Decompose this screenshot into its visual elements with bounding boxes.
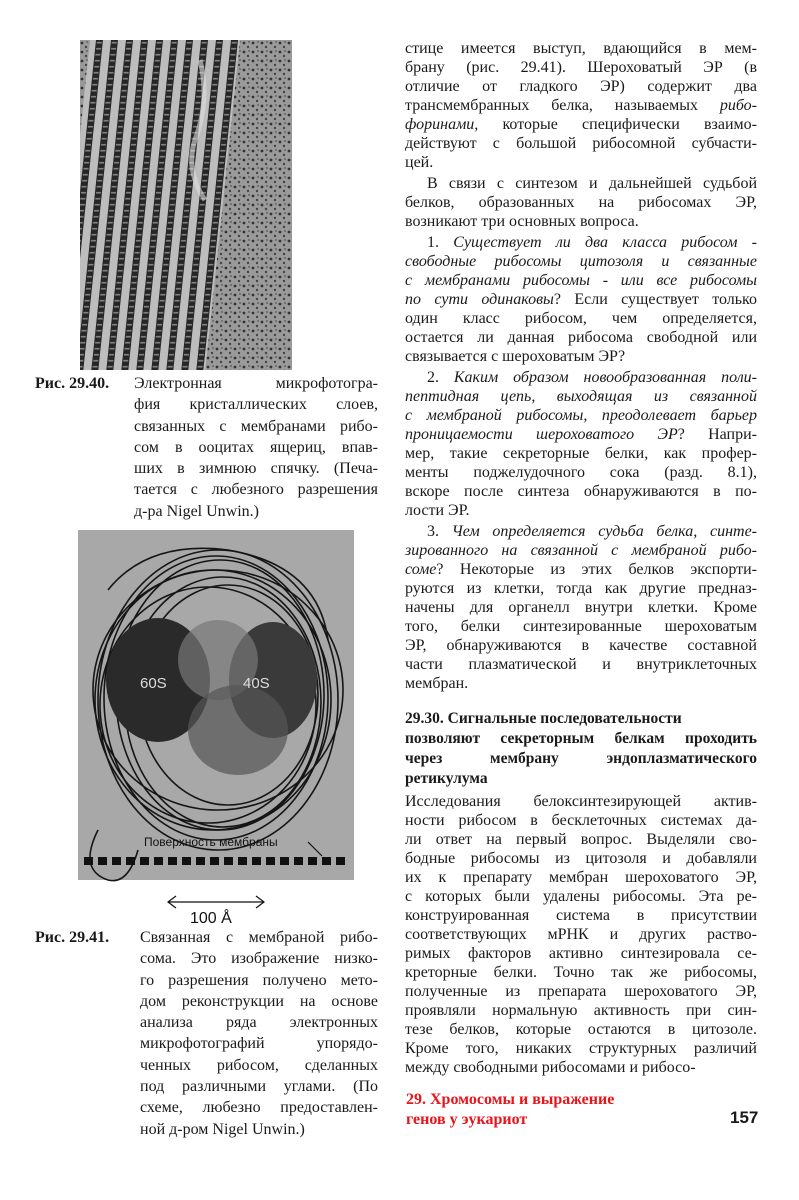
text-line: ной д-ром Nigel Unwin.) [140,1120,305,1138]
italic-text: проницаемости шероховатого ЭР [405,426,678,443]
figure-29-40-micrograph [80,40,292,370]
question-1 [405,233,757,366]
text-line: их к препарату мембран шероховатого ЭР, [405,869,757,886]
text-line [405,252,757,271]
text-line: 3. Чем определяется судьба белка, синте- [427,523,757,540]
text-line: один класс рибосом, чем определяется, [405,310,757,327]
text-line: между свободными рибосомами и рибосо- [405,1059,696,1076]
text-line: соме? Некоторые из этих белков экспорти- [405,561,757,578]
text-line: возникают три основных вопроса. [405,213,639,230]
running-footer-chapter [406,1090,614,1130]
text-line: 29.30. Сигнальные последовательности [405,710,682,727]
text-line: тезе белков, которые остаются в цитозоле. [405,1021,757,1038]
text-line: белков, образованных на рибосомах ЭР, [405,194,757,211]
right-column [405,39,757,695]
text-line: тается с любезного разрешения [134,481,378,499]
text-line: ших в зимнюю спячку. (Печа- [134,460,378,478]
figure-29-40-caption [134,373,378,522]
label-40s: 40S [243,675,270,692]
text-line: анализа ряда электронных [140,1014,378,1032]
text-line [405,387,757,406]
text-line: позволяют секреторным белкам проходить [405,730,757,747]
section-heading-29-30 [405,709,757,789]
text-line: руются из клетки, тогда как другие предназ- [405,580,757,597]
italic-text: по сути одинаковы [405,291,554,308]
text-line: микрофотографий упорядо- [140,1035,378,1053]
section-body [405,792,757,1077]
text-line: д-ра Nigel Unwin.) [134,502,259,520]
text-line: части плазматической и внутриклеточных [405,656,757,673]
membrane-surface-label: Поверхность мембраны [144,835,278,849]
text-line: того, белки синтезированные шероховатым [405,618,757,635]
text-line: форинами, которые специфически взаимо- [405,116,757,133]
text-line: ЭР, обнаруживаются в качестве составной [405,637,757,654]
text-line: вскоре после синтеза обнаруживаются в по- [405,483,757,500]
text-line: В связи с синтезом и дальнейшей судьбой [427,175,757,192]
text-line: конструированная система в присутствии [405,907,757,924]
text-line: мембран. [405,675,469,692]
text-line: бодные рибосомы из цитозоля и добавляли [405,850,757,867]
question-3 [405,522,757,693]
text-line: фия кристаллических слоев, [134,396,378,414]
text-line: полученные из препарата шероховатого ЭР, [405,983,757,1000]
paragraph-three-questions [405,174,757,231]
text-line: креторные белки. Точно так же рибосомы, [405,964,757,981]
text-line: под различными углами. (По [140,1078,378,1096]
text-line: отличие от гладкого ЭР) содержит два [405,78,757,95]
text-line: стице имеется выступ, вдающийся в мем- [405,40,757,57]
text-line: проявляли нормальную активность при син- [405,1002,757,1019]
text-line: действуют с большой рибосомной субчасти- [405,135,757,152]
page-number: 157 [730,1108,759,1127]
figure-29-41-caption [140,927,378,1140]
italic-text: Каким образом новообразованная поли- [453,369,757,386]
text-line [405,541,757,560]
text-line: Связанная с мембраной рибо- [140,929,378,946]
italic-text: свободные рибосомы цитозоля и связанные [405,253,757,270]
text-line: ретикулума [405,770,488,787]
text-line: Исследования белоксинтезирующей актив- [405,793,757,810]
text-line: схеме, любезно предоставлен- [140,1099,378,1117]
text-line: дом реконструкции на основе [140,992,378,1010]
text-line: римых факторов активно синтезировала се- [405,945,757,962]
text-line: начены для органелл внутри клетки. Кроме [405,599,757,616]
text-line: менты поджелудочного сока (разд. 8.1), [405,464,757,481]
text-line: ли ответ на первый вопрос. Выделяли сво- [405,831,757,848]
italic-text: соме [405,561,437,578]
figure-29-40-label: Рис. 29.40. [35,375,110,392]
text-line: ченных рибосом, сделанных [140,1056,378,1074]
text-line: через мембрану эндоплазматического [405,750,757,767]
italic-text: с мембраной рибосомы, преодолевает барьер [405,407,757,424]
text-line: соответствующих мРНК и других раство- [405,926,757,943]
text-line: ности рибосом в бесклеточных системах да- [405,812,757,829]
text-line: связывается с шероховатым ЭР? [405,348,626,365]
text-line [405,406,757,425]
label-60s: 60S [140,675,167,692]
text-line: го разрешения получено мето- [140,971,378,989]
italic-text: рибо- [719,97,757,114]
text-line: проницаемости шероховатого ЭР? Напри- [405,426,757,443]
italic-text: Существует ли два класса рибосом - [453,234,757,251]
text-line: связанных с мембранами рибо- [134,417,378,435]
text-line: Электронная микрофотогра- [134,375,378,392]
paragraph-ribophorins [405,39,757,172]
question-2 [405,368,757,520]
text-line: мер, такие секреторные белки, как профер- [405,445,757,462]
figure-29-41-label: Рис. 29.41. [35,929,110,946]
italic-text: форинами, [405,116,479,133]
italic-text: пептидная цепь, выходящая из связанной [405,388,757,405]
text-line: 2. Каким образом новообразованная поли- [427,369,757,386]
text-line: 1. Существует ли два класса рибосом - [427,234,757,251]
scale-arrow [168,896,264,908]
chapter-title-line-1: 29. Хромосомы и выражение [406,1091,615,1108]
chapter-title-line-2: генов у эукариот [406,1111,528,1128]
text-line: брану (рис. 29.41). Шероховатый ЭР (в [405,59,757,76]
figure-29-41-ribosome-diagram [78,530,354,925]
text-line: с которых были удалены рибосомы. Эта ре- [405,888,757,905]
text-line: остается ли данная рибосома свободной или [405,329,757,346]
text-line: сом в ооцитах ящериц, впав- [134,438,378,456]
italic-text: Чем определяется судьба белка, синте- [451,523,757,540]
text-line: по сути одинаковы? Если существует только [405,291,758,308]
text-line: лости ЭР. [405,502,470,519]
text-line: трансмембранных белка, называемых рибо- [405,97,757,114]
text-line: сома. Это изображение низко- [140,950,378,968]
italic-text: зированного на связанной с мембраной рибо- [405,542,757,559]
text-line [405,271,757,290]
scale-label: 100 Å [190,910,232,925]
text-line: Кроме того, никаких структурных различий [405,1040,757,1057]
text-line: цей. [405,154,434,171]
italic-text: с мембранами рибосомы - или все рибосомы [405,272,757,289]
